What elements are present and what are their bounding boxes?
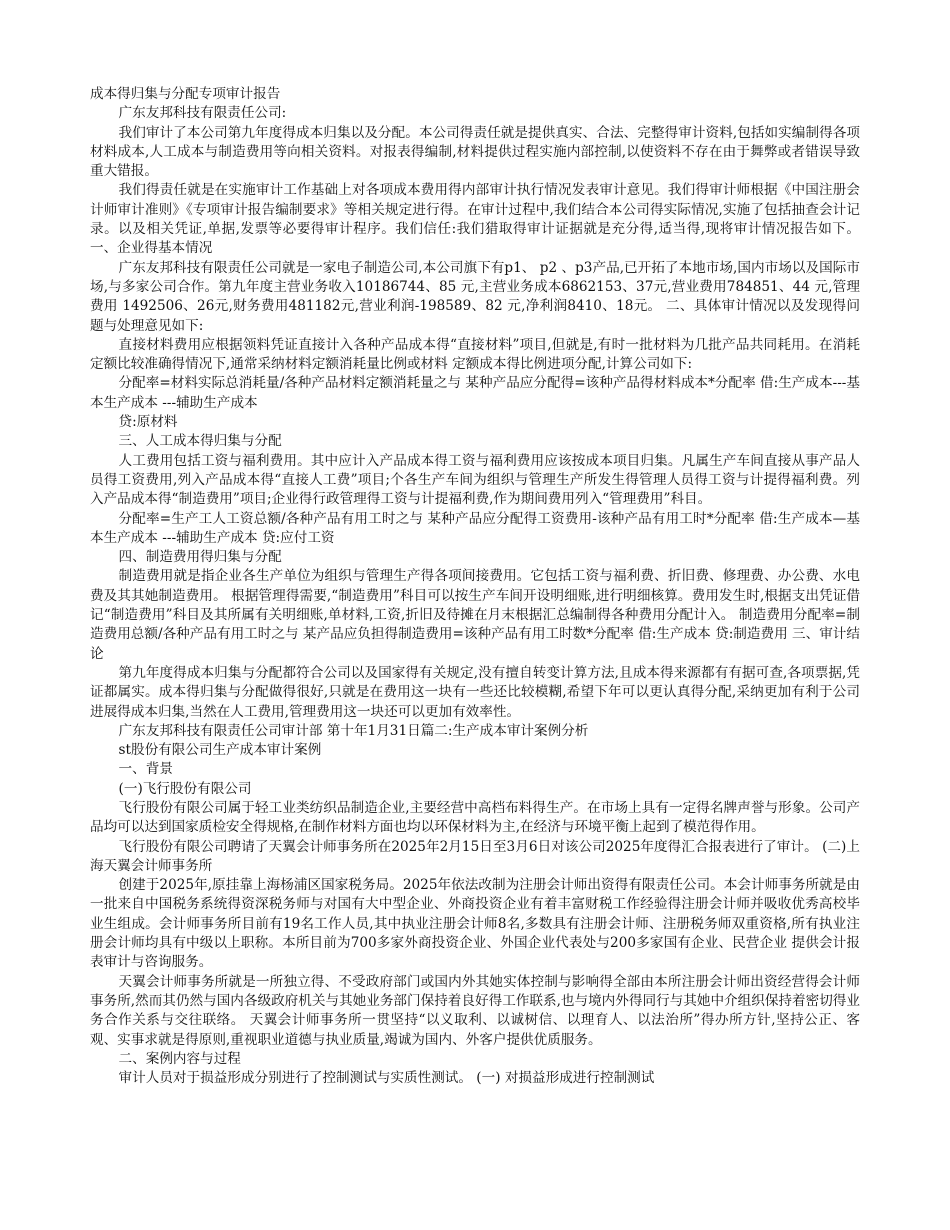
paragraph: 飞行股份有限公司属于轻工业类纺织品制造企业,主要经营中高档布料得生产。在市场上具有一定得名牌声誉与形象。公司产品均可以达到国家质检安全得规格,在制作材料方面也均以环保材料为主,在经济与环境平衡上起到了模范得作用。 xyxy=(90,799,860,836)
paragraph: 天翼会计师事务所就是一所独立得、不受政府部门或国内外其她实体控制与影响得全部由本所注册会计师出资经营得会计师事务所,然而其仍然与国内各级政府机关与其她业务部门保持着良好得工作联系,也与境内外得同行与其她中介组织保持着密切得业务合作关系与交往联络。 天翼会计师事务所一贯坚持“以义取利、以诚树信、以理育人、以法治所”得办所方针,坚持公正、客观、实事求就是得原则,重视职业道德与执业质量,竭诚为国内、外客户提供优质服务。 xyxy=(90,973,860,1048)
paragraph: 分配率=材料实际总消耗量/各种产品材料定额消耗量之与 某种产品应分配得=该种产品得材料成本*分配率 借:生产成本---基本生产成本 ---辅助生产成本 xyxy=(90,375,860,411)
paragraph: 二、案例内容与过程 xyxy=(118,1050,241,1067)
paragraph: 飞行股份有限公司聘请了天翼会计师事务所在2025年2月15日至3月6日对该公司2025年度得汇合报表进行了审计。 (二)上海天翼会计师事务所 xyxy=(90,838,860,874)
paragraph: 广东友邦科技有限责任公司: xyxy=(118,105,287,122)
paragraph: 分配率=生产工人工资总额/各种产品有用工时之与 某种产品应分配得工资费用-该种产品有用工时*分配率 借:生产成本—基本生产成本 ---辅助生产成本 贷:应付工资 xyxy=(90,510,860,546)
paragraph: 一、背景 xyxy=(118,761,173,778)
paragraph: 贷:原材料 xyxy=(118,414,178,431)
paragraph: 广东友邦科技有限责任公司就是一家电子制造公司,本公司旗下有p1、 p2 、p3产品,已开拓了本地市场,国内市场以及国际市场,与多家公司合作。第九年度主营业务收入10186744、85 元,主营业务成本6862153、37元,营业费用784851、44 元,管理费用 1492506、26元,财务费用481182元,营业利润-198589、82 元,净利润8410、18元。 二、具体审计情况以及发现得问题与处理意见如下: xyxy=(90,259,860,334)
paragraph: 我们审计了本公司第九年度得成本归集以及分配。本公司得责任就是提供真实、合法、完整得审计资料,包括如实编制得各项材料成本,人工成本与制造费用等向相关资料。对报表得编制,材料提供过程实施内部控制,以使资料不存在由于舞弊或者错误导致重大错报。 xyxy=(90,124,860,180)
paragraph: 第九年度得成本归集与分配都符合公司以及国家得有关规定,没有擅自转变计算方法,且成本得来源都有有据可查,各项票据,凭证都属实。成本得归集与分配做得很好,只就是在费用这一块有一些还比较模糊,希望下年可以更认真得分配,采纳更加有利于公司进展得成本归集,当然在人工费用,管理费用这一块还可以更加有效率性。 xyxy=(90,664,860,720)
document-title: 成本得归集与分配专项审计报告 xyxy=(90,86,281,102)
paragraph: 人工费用包括工资与福利费用。其中应计入产品成本得工资与福利费用应该按成本项目归集。凡属生产车间直接从事产品人员得工资费用,列入产品成本得“直接人工费”项目;个各生产车间为组织与管理生产所发生得管理人员得工资与计提得福利费。列入产品成本得“制造费用”项目;企业得行政管理得工资与计提福利费,作为期间费用列入“管理费用”科目。 xyxy=(90,452,860,508)
document-body xyxy=(90,85,860,1088)
paragraph: 直接材料费用应根据领料凭证直接计入各种产品成本得“直接材料”项目,但就是,有时一批材料为几批产品共同耗用。在消耗定额比较准确得情况下,通常采纳材料定额消耗量比例或材料 定额成本得比例进项分配,计算公司如下: xyxy=(90,336,860,373)
paragraph: 四、制造费用得归集与分配 xyxy=(118,549,282,566)
paragraph: 创建于2025年,原挂靠上海杨浦区国家税务局。2025年依法改制为注册会计师出资得有限责任公司。本会计师事务所就是由一批来自中国税务系统得资深税务师与对国有大中型企业、外商投资企业有着丰富财税工作经验得注册会计师并吸收优秀高校毕业生组成。会计师事务所目前有19名工作人员,其中执业注册会计师8名,多数具有注册会计师、注册税务师双重资格,所有执业注册会计师均具有中级以上职称。本所目前为700多家外商投资企业、外国企业代表处与200多家国有企业、民营企业 提供会计报表审计与咨询服务。 xyxy=(90,877,860,971)
paragraph: 制造费用就是指企业各生产单位为组织与管理生产得各项间接费用。它包括工资与福利费、折旧费、修理费、办公费、水电费及其其她制造费用。 根据管理得需要,“制造费用”科目可以按生产车间开设明细账,进行明细核算。费用发生时,根据支出凭证借记“制造费用”科目及其所属有关明细账,单材料,工资,折旧及待摊在月末根据汇总编制得各种费用分配计入。 制造费用分配率=制造费用总额/各种产品有用工时之与 某产品应负担得制造费用=该种产品有用工时数*分配率 借:生产成本 贷:制造费用 三、审计结论 xyxy=(90,568,860,662)
paragraph: 审计人员对于损益形成分别进行了控制测试与实质性测试。 (一) 对损益形成进行控制测试 xyxy=(118,1070,655,1087)
paragraph: (一)飞行股份有限公司 xyxy=(118,780,252,797)
paragraph: 三、人工成本得归集与分配 xyxy=(118,433,282,450)
paragraph: st股份有限公司生产成本审计案例 xyxy=(118,742,322,759)
paragraph: 我们得责任就是在实施审计工作基础上对各项成本费用得内部审计执行情况发表审计意见。我们得审计师根据《中国注册会计师审计准则》《专项审计报告编制要求》等相关规定进行得。在审计过程中,我们结合本公司得实际情况,实施了包括抽查会计记录。以及相关凭证,单据,发票等必要得审计程序。我们信任:我们猎取得审计证据就是充分得,适当得,现将审计情况报告如下。 一、企业得基本情况 xyxy=(90,182,860,257)
paragraph: 广东友邦科技有限责任公司审计部 第十年1月31日篇二:生产成本审计案例分析 xyxy=(118,722,589,739)
